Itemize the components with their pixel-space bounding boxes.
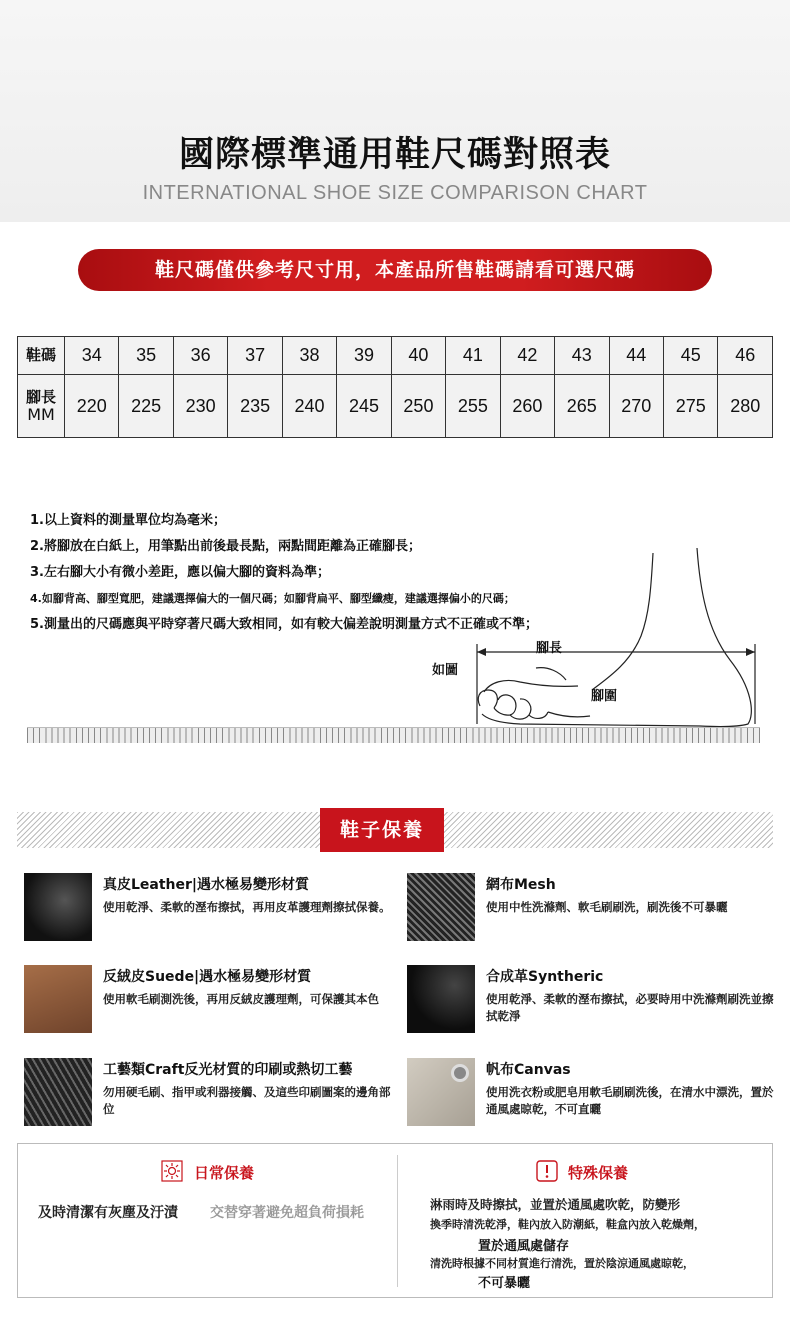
size-cell: 36: [173, 337, 227, 375]
material-desc: 使用軟毛刷測洗後，再用反絨皮護理劑，可保護其本色: [103, 992, 379, 1006]
daily-text-a: 及時清潔有灰塵及汙漬: [38, 1205, 178, 1221]
material-desc: 使用乾淨、柔軟的溼布擦拭，再用皮革護理劑擦拭保養。: [103, 900, 391, 914]
warning-icon: [536, 1160, 558, 1182]
page-subtitle: INTERNATIONAL SHOE SIZE COMPARISON CHART: [142, 182, 648, 204]
length-label-unit: MM: [27, 404, 55, 424]
size-row: [18, 337, 773, 375]
length-cell: 280: [718, 375, 773, 438]
leather-swatch: [24, 873, 92, 941]
special-line: 置於通風處儲存: [478, 1239, 570, 1254]
size-cell: 43: [555, 337, 609, 375]
maintenance-divider: [397, 1155, 398, 1287]
note-item: 2.將腳放在白紙上，用筆點出前後最長點，兩點間距離為正確腳長；: [30, 539, 421, 554]
sun-icon: [161, 1160, 183, 1182]
daily-text-b: 交替穿著避免超負荷損耗: [210, 1205, 364, 1221]
craft-swatch: [24, 1058, 92, 1126]
daily-care-title: 日常保養: [194, 1164, 255, 1182]
material-name: 反絨皮Suede|遇水極易變形材質: [103, 969, 312, 985]
note-item: 5.測量出的尺碼應與平時穿著尺碼大致相同，如有較大偏差說明測量方式不正確或不準；: [30, 617, 538, 632]
material-name: 真皮Leather|遇水極易變形材質: [103, 877, 310, 893]
length-cell: 230: [173, 375, 227, 438]
material-name: 合成革Syntheric: [486, 969, 604, 985]
size-cell: 42: [500, 337, 554, 375]
size-cell: 37: [228, 337, 282, 375]
length-cell: 275: [663, 375, 717, 438]
length-cell: 235: [228, 375, 282, 438]
length-cell: 245: [337, 375, 391, 438]
note-item: 3.左右腳大小有微小差距，應以偏大腳的資料為準；: [30, 565, 330, 580]
size-cell: 40: [391, 337, 445, 375]
size-row-label: 鞋碼: [18, 337, 65, 375]
length-cell: 225: [119, 375, 173, 438]
material-desc: 使用乾淨、柔軟的溼布擦拭，必要時用中洗滌劑刷洗並擦拭乾淨: [486, 992, 774, 1023]
length-cell: 260: [500, 375, 554, 438]
size-cell: 35: [119, 337, 173, 375]
size-cell: 41: [446, 337, 500, 375]
special-line: 換季時清洗乾淨，鞋內放入防潮紙，鞋盒內放入乾燥劑，: [430, 1218, 705, 1231]
length-cell: 240: [282, 375, 336, 438]
note-item: 4.如腳背高、腳型寬肥，建議選擇偏大的一個尺碼；如腳背扁平、腳型纖瘦，建議選擇偏小的尺碼；: [30, 592, 515, 605]
ruler: [27, 727, 760, 743]
material-name: 帆布Canvas: [486, 1062, 571, 1078]
size-cell: 45: [663, 337, 717, 375]
ruler-ticks: [27, 728, 760, 743]
size-cell: 38: [282, 337, 336, 375]
canvas-swatch: [407, 1058, 475, 1126]
length-cell: 265: [555, 375, 609, 438]
example-label: 如圖: [432, 663, 459, 678]
size-table: [17, 336, 773, 438]
special-line: 淋雨時及時擦拭，並置於通風處吹乾，防變形: [430, 1197, 681, 1212]
special-line: 不可暴曬: [478, 1276, 531, 1291]
special-line: 清洗時根據不同材質進行清洗，置於陰涼通風處晾乾，: [430, 1257, 694, 1270]
size-cell: 39: [337, 337, 391, 375]
page-title: 國際標準通用鞋尺碼對照表: [178, 135, 611, 175]
material-name: 網布Mesh: [486, 877, 556, 893]
material-name: 工藝類Craft反光材質的印刷或熱切工藝: [103, 1062, 353, 1078]
notice-banner: 鞋尺碼僅供參考尺寸用，本產品所售鞋碼請看可選尺碼: [78, 249, 712, 291]
material-desc: 使用中性洗滌劑、軟毛刷刷洗，刷洗後不可暴曬: [486, 900, 728, 914]
size-cell: 46: [718, 337, 773, 375]
special-care-title: 特殊保養: [568, 1164, 629, 1182]
mesh-swatch: [407, 873, 475, 941]
synthetic-swatch: [407, 965, 475, 1033]
length-cell: 250: [391, 375, 445, 438]
girth-label: 腳圍: [591, 689, 618, 704]
length-row-label: [18, 375, 65, 438]
length-label-cn: 腳長: [25, 387, 56, 406]
size-cell: 34: [65, 337, 119, 375]
material-desc: 勿用硬毛刷、指甲或利器接觸、及這些印刷圖案的邊角部位: [103, 1085, 391, 1116]
length-row: [18, 375, 773, 438]
suede-swatch: [24, 965, 92, 1033]
length-cell: 270: [609, 375, 663, 438]
size-cell: 44: [609, 337, 663, 375]
note-item: 1.以上資料的測量單位均為毫米；: [30, 513, 226, 528]
measurement-notes: [30, 512, 538, 642]
length-label: 腳長: [536, 641, 563, 656]
care-title: 鞋子保養: [320, 808, 444, 852]
length-cell: 255: [446, 375, 500, 438]
material-desc: 使用洗衣粉或肥皂用軟毛刷刷洗後，在清水中漂洗，置於通風處晾乾，不可直曬: [486, 1085, 774, 1116]
length-cell: 220: [65, 375, 119, 438]
eyelet-icon: [451, 1064, 469, 1082]
